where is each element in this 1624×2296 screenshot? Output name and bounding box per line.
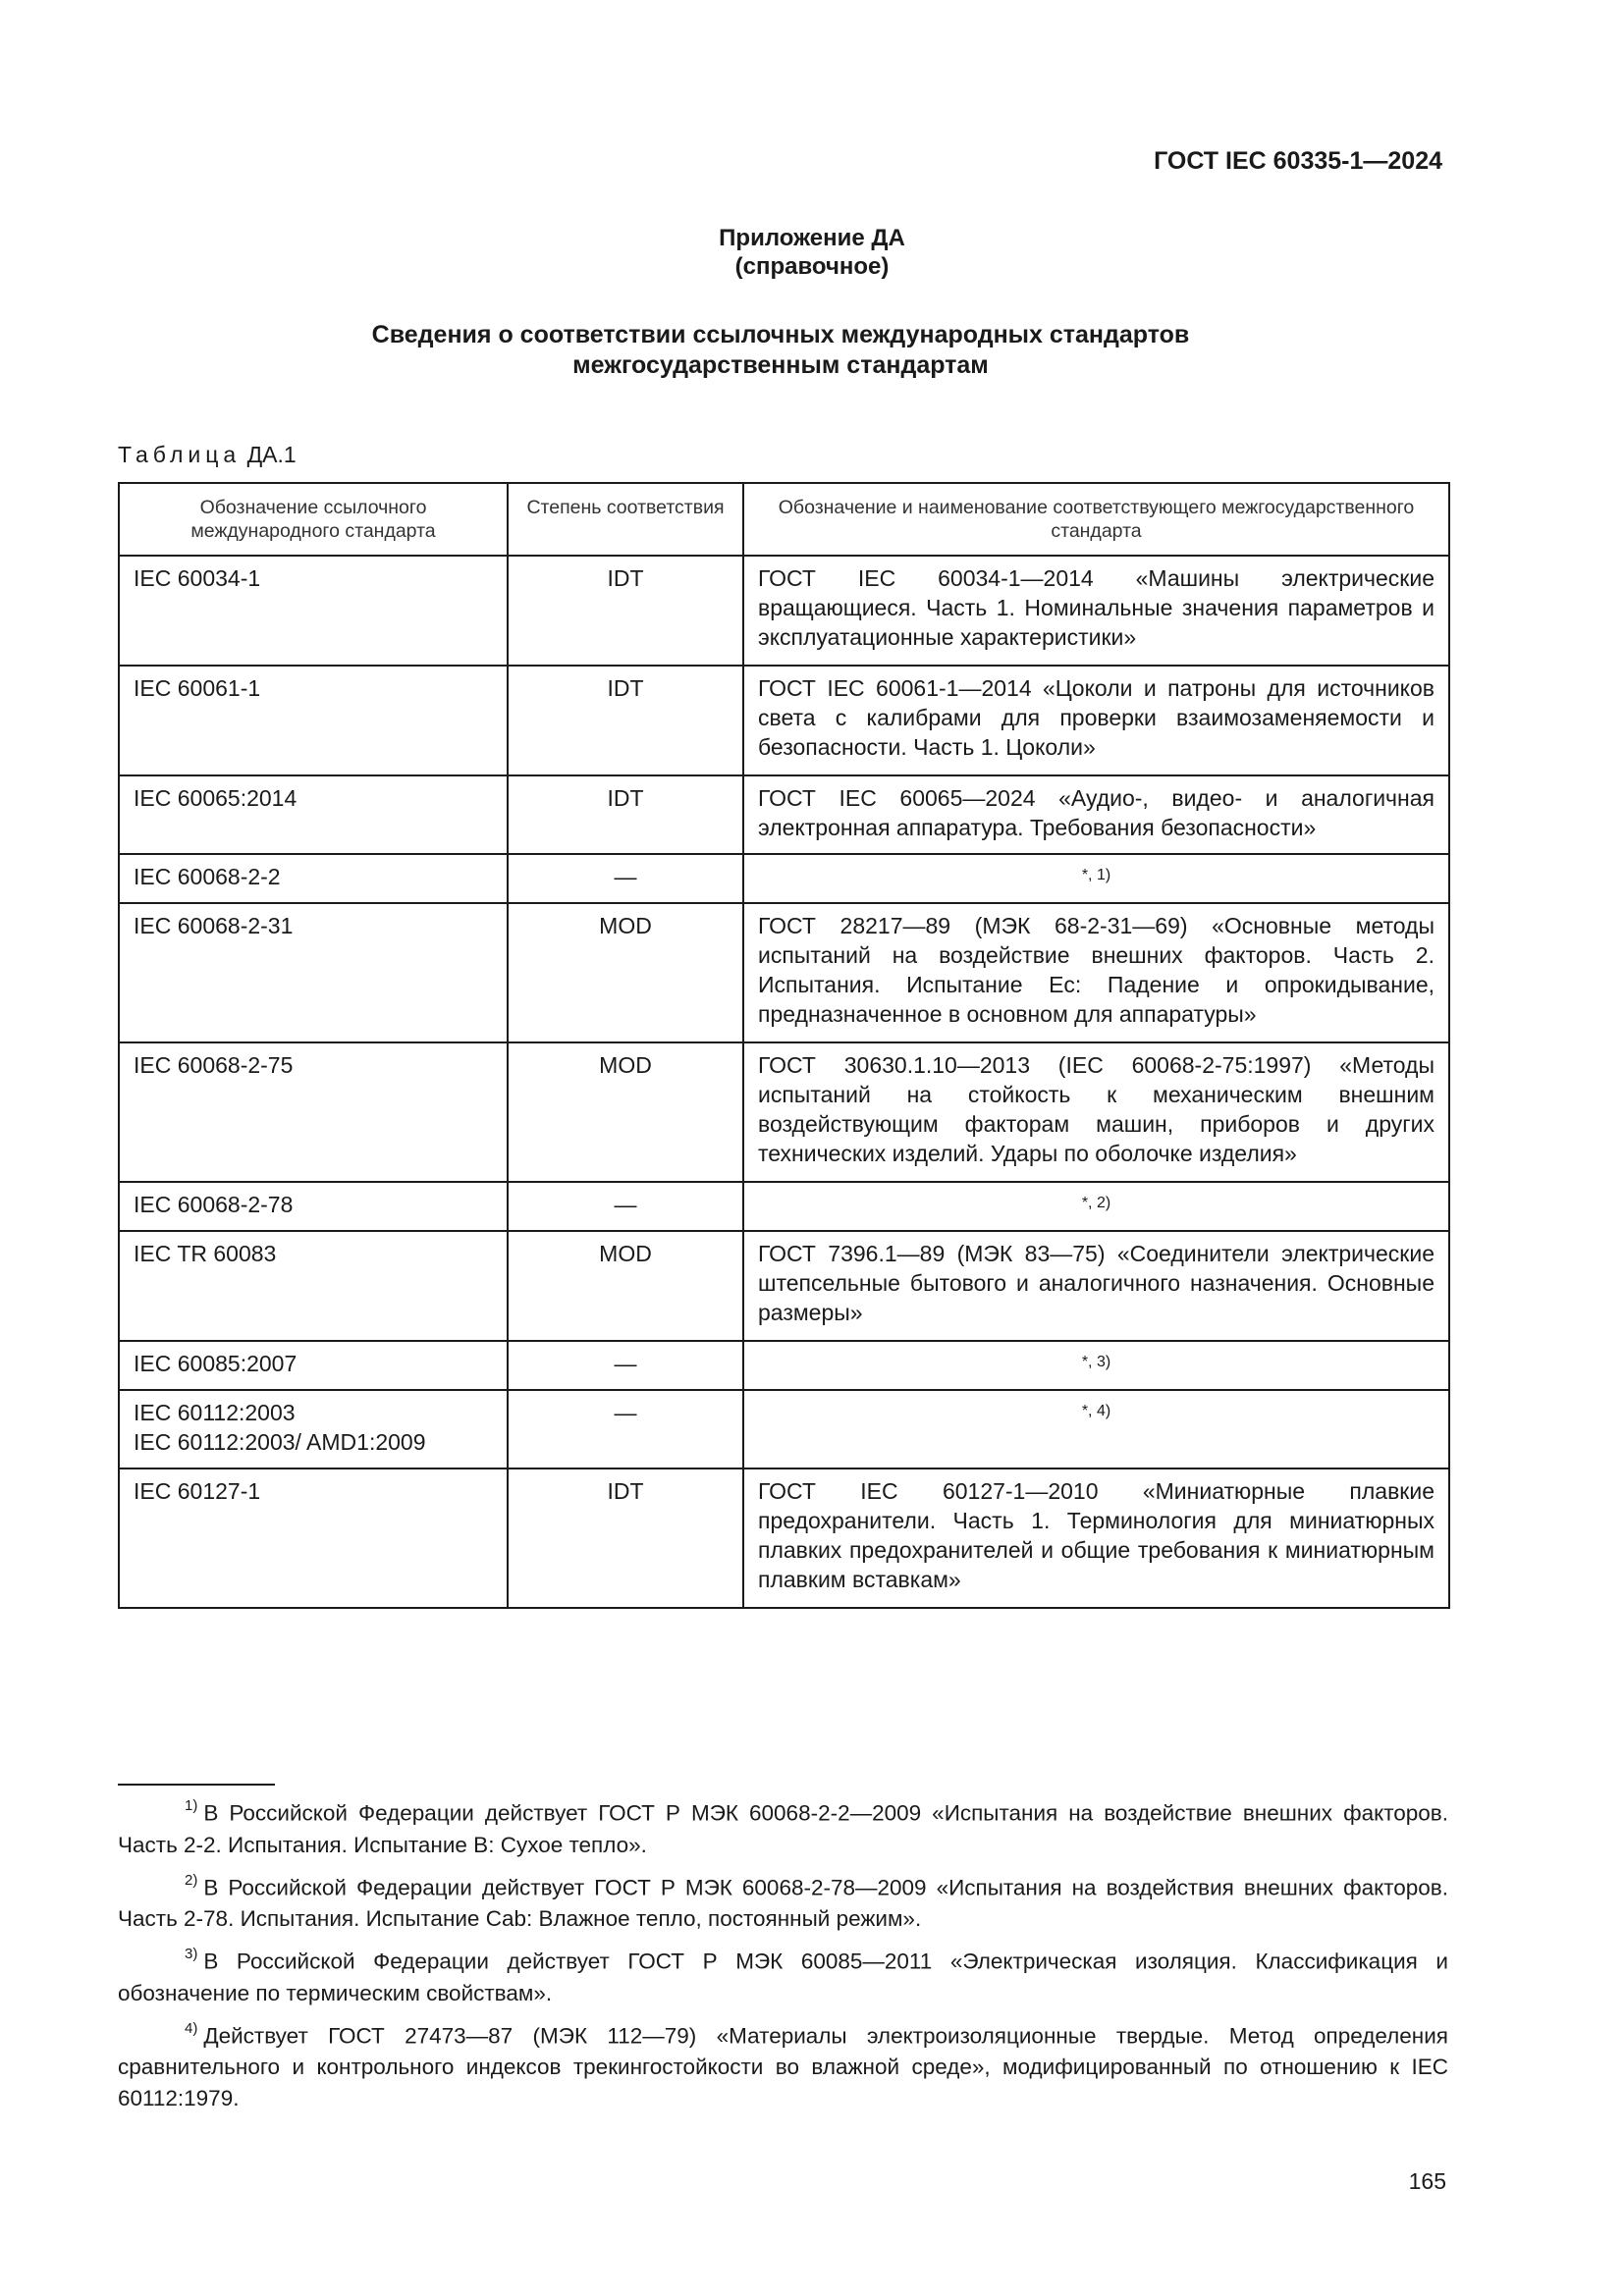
ref-standard-line: IEC 60034-1	[134, 565, 261, 591]
cell-footnote-ref	[743, 854, 1449, 903]
table-row	[119, 1468, 1449, 1608]
table-header-row	[119, 483, 1449, 556]
cell-ref-standard	[119, 556, 508, 666]
cell-degree: MOD	[508, 1042, 743, 1182]
table-row	[119, 1341, 1449, 1390]
cell-degree: —	[508, 1341, 743, 1390]
table-row	[119, 666, 1449, 775]
footnote-text: В Российской Федерации действует ГОСТ Р МЭК 60068-2-78—2009 «Испытания на воздействия внешних факторов. Часть 2-78. Испытания. Испытание Cab: Влажное тепло, постоянный режим».	[118, 1875, 1448, 1931]
cell-ref-standard	[119, 1341, 508, 1390]
header-ref-standard: Обозначение ссылочного международного стандарта	[119, 483, 508, 556]
ref-standard-line: IEC 60068-2-78	[134, 1192, 294, 1217]
page-title	[0, 320, 1561, 381]
ref-standard-line: IEC 60068-2-31	[134, 913, 294, 938]
page-number: 165	[1408, 2168, 1446, 2194]
footnote-number: 3)	[185, 1946, 198, 1962]
footnote-number: 2)	[185, 1871, 198, 1889]
document-code: ГОСТ IEC 60335-1—2024	[1154, 147, 1442, 175]
ref-standard-line: IEC 60112:2003/ AMD1:2009	[134, 1429, 426, 1455]
table-row	[119, 1390, 1449, 1468]
cell-ref-standard	[119, 1231, 508, 1341]
appendix-label: Приложение ДА	[719, 225, 905, 251]
table-row	[119, 1231, 1449, 1341]
table-row	[119, 556, 1449, 666]
header-degree: Степень соответствия	[508, 483, 743, 556]
footnote-item	[118, 1941, 1448, 2009]
table-label-number: ДА.1	[246, 442, 297, 467]
cell-degree: IDT	[508, 666, 743, 775]
footnotes	[118, 1792, 1448, 2120]
cell-ref-standard	[119, 854, 508, 903]
appendix-heading	[0, 224, 1624, 281]
cell-ref-standard	[119, 1468, 508, 1608]
footnote-text: Действует ГОСТ 27473—87 (МЭК 112—79) «Материалы электроизоляционные твердые. Метод определения сравнительного и контрольного индексов трекингостойкости во влажной среде», модифицированный по отношению к IEC 60112:1979.	[118, 2023, 1448, 2110]
ref-standard-line: IEC 60085:2007	[134, 1351, 298, 1376]
table-row	[119, 903, 1449, 1042]
table-label-word: Таблица	[118, 442, 242, 467]
cell-national-standard: ГОСТ 28217—89 (МЭК 68-2-31—69) «Основные методы испытаний на воздействие внешних факторов. Часть 2. Испытания. Испытание Ec: Падение и опрокидывание, предназначенное в основном для аппаратуры»	[743, 903, 1449, 1042]
cell-degree: MOD	[508, 1231, 743, 1341]
ref-standard-line: IEC 60112:2003	[134, 1400, 296, 1425]
cell-degree: IDT	[508, 556, 743, 666]
footnote-item	[118, 2015, 1448, 2115]
appendix-type: (справочное)	[734, 253, 890, 280]
footnote-item	[118, 1867, 1448, 1936]
table-body	[119, 556, 1449, 1608]
cell-degree: IDT	[508, 1468, 743, 1608]
ref-standard-line: IEC 60061-1	[134, 675, 261, 701]
correspondence-table	[118, 482, 1450, 1609]
table-row	[119, 1182, 1449, 1231]
footnote-separator	[118, 1784, 275, 1786]
title-line-2: межгосударственным стандартам	[572, 351, 989, 379]
cell-footnote-ref	[743, 1182, 1449, 1231]
footnote-text: В Российской Федерации действует ГОСТ Р МЭК 60085—2011 «Электрическая изоляция. Классификация и обозначение по термическим свойствам».	[118, 1949, 1448, 2005]
cell-national-standard: ГОСТ 7396.1—89 (МЭК 83—75) «Соединители электрические штепсельные бытового и аналогичного назначения. Основные размеры»	[743, 1231, 1449, 1341]
cell-ref-standard	[119, 666, 508, 775]
cell-national-standard: ГОСТ 30630.1.10—2013 (IEC 60068-2-75:1997) «Методы испытаний на стойкость к механическим внешним воздействующим факторам машин, приборов и других технических изделий. Удары по оболочке изделия»	[743, 1042, 1449, 1182]
cell-ref-standard	[119, 903, 508, 1042]
footnote-item	[118, 1792, 1448, 1861]
footnote-text: В Российской Федерации действует ГОСТ Р МЭК 60068-2-2—2009 «Испытания на воздействие внешних факторов. Часть 2-2. Испытания. Испытание B: Сухое тепло».	[118, 1800, 1448, 1857]
cell-degree: —	[508, 1182, 743, 1231]
ref-standard-line: IEC 60068-2-2	[134, 864, 281, 889]
cell-degree: MOD	[508, 903, 743, 1042]
table-label	[118, 442, 297, 468]
footnote-number: 4)	[185, 2019, 198, 2037]
footnote-marker: *, 2)	[1081, 1195, 1111, 1211]
cell-footnote-ref	[743, 1341, 1449, 1390]
ref-standard-line: IEC 60065:2014	[134, 785, 298, 811]
cell-footnote-ref	[743, 1390, 1449, 1468]
cell-ref-standard	[119, 1390, 508, 1468]
cell-ref-standard	[119, 1042, 508, 1182]
cell-ref-standard	[119, 1182, 508, 1231]
cell-national-standard: ГОСТ IEC 60065—2024 «Аудио-, видео- и аналогичная электронная аппаратура. Требования безопасности»	[743, 775, 1449, 854]
ref-standard-line: IEC 60068-2-75	[134, 1052, 294, 1078]
table-row	[119, 775, 1449, 854]
cell-degree: IDT	[508, 775, 743, 854]
footnote-marker: *, 3)	[1081, 1354, 1111, 1370]
ref-standard-line: IEC TR 60083	[134, 1241, 277, 1266]
footnote-number: 1)	[185, 1797, 198, 1814]
footnote-marker: *, 1)	[1081, 867, 1111, 883]
table-row	[119, 854, 1449, 903]
title-line-1: Сведения о соответствии ссылочных международных стандартов	[371, 321, 1190, 348]
header-national-standard: Обозначение и наименование соответствующего межгосударственного стандарта	[743, 483, 1449, 556]
footnote-marker: *, 4)	[1081, 1403, 1111, 1419]
table-row	[119, 1042, 1449, 1182]
cell-degree: —	[508, 854, 743, 903]
cell-degree: —	[508, 1390, 743, 1468]
cell-ref-standard	[119, 775, 508, 854]
cell-national-standard: ГОСТ IEC 60127-1—2010 «Миниатюрные плавкие предохранители. Часть 1. Терминология для миниатюрных плавких предохранителей и общие требования к миниатюрным плавким вставкам»	[743, 1468, 1449, 1608]
cell-national-standard: ГОСТ IEC 60061-1—2014 «Цоколи и патроны для источников света с калибрами для проверки взаимозаменяемости и безопасности. Часть 1. Цоколи»	[743, 666, 1449, 775]
ref-standard-line: IEC 60127-1	[134, 1478, 261, 1504]
cell-national-standard: ГОСТ IEC 60034-1—2014 «Машины электрические вращающиеся. Часть 1. Номинальные значения параметров и эксплуатационные характеристики»	[743, 556, 1449, 666]
